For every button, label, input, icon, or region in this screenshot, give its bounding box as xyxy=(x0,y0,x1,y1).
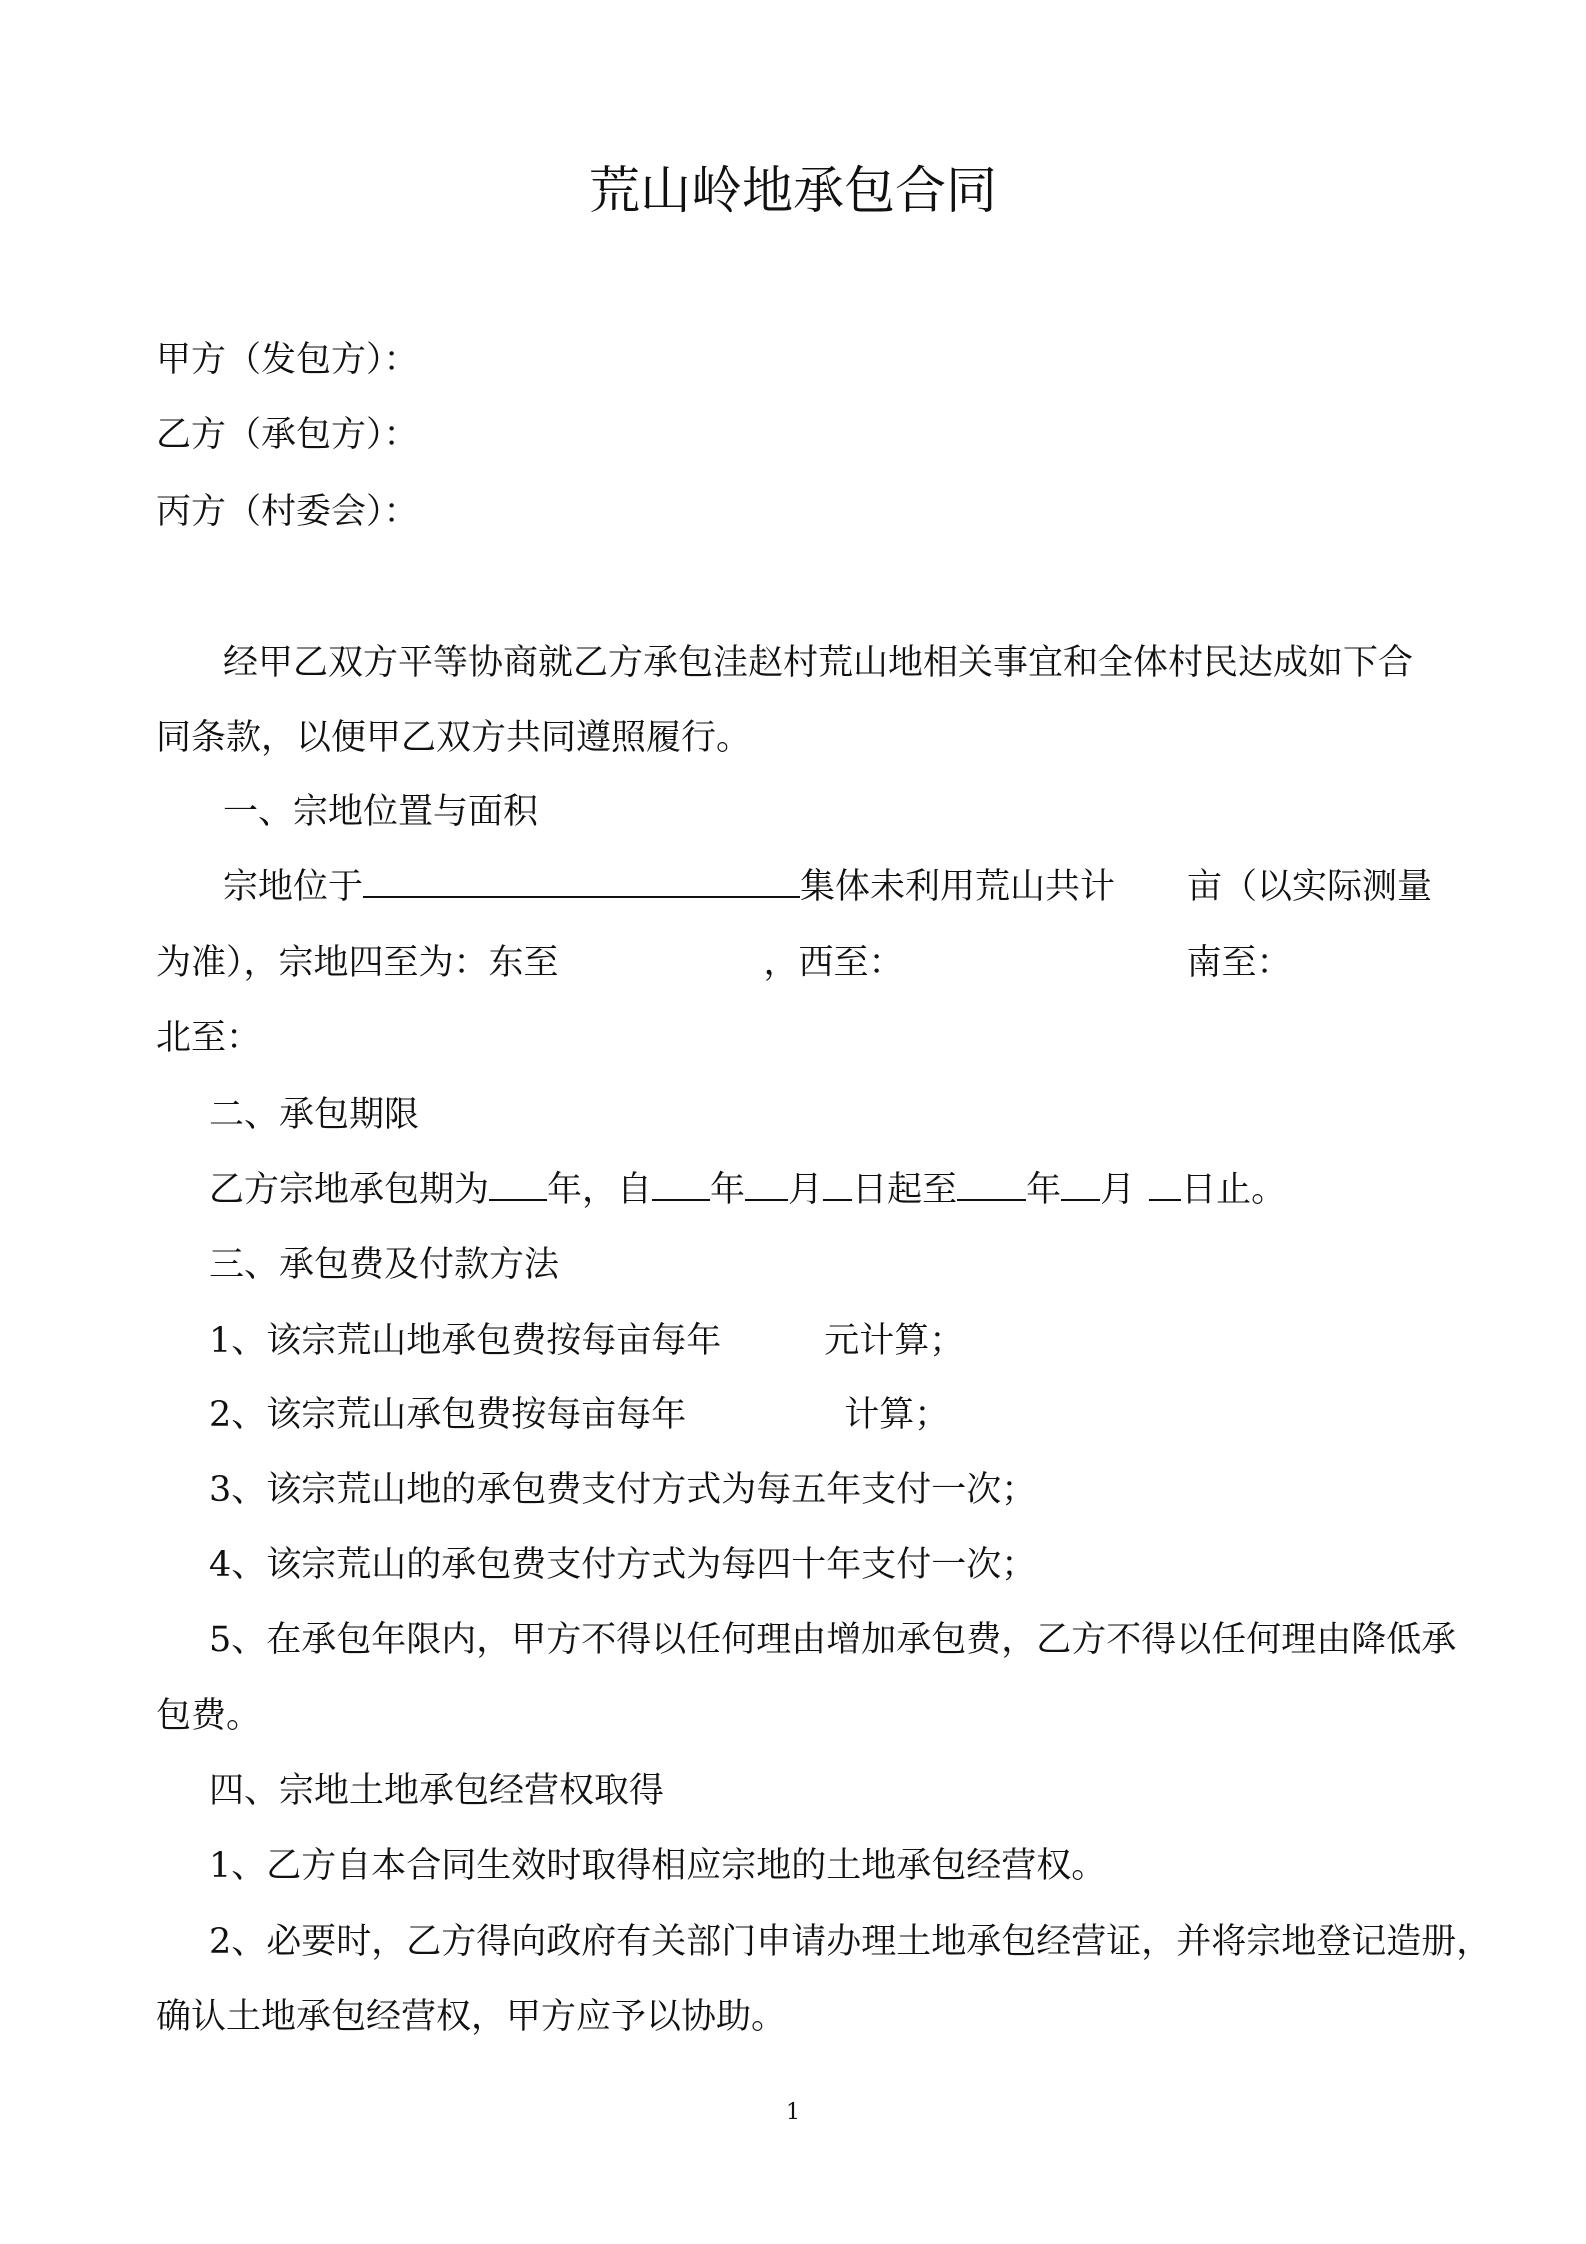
party-a-label: 甲方（发包方）： xyxy=(156,340,419,380)
text: 月 xyxy=(1100,1170,1136,1210)
page-number: 1 xyxy=(786,2100,800,2125)
text: 南至： xyxy=(1186,943,1292,983)
section-1-heading: 一、宗地位置与面积 xyxy=(223,792,539,832)
section-3-item-3: 3、该宗荒山地的承包费支付方式为每五年支付一次； xyxy=(209,1470,1037,1510)
section-3-item-2 xyxy=(209,1393,949,1437)
preamble-line-2: 同条款，以便甲乙双方共同遵照履行。 xyxy=(156,718,752,758)
text: ，西至： xyxy=(763,943,904,983)
text: 年 xyxy=(1026,1170,1062,1210)
start-day-blank[interactable] xyxy=(823,1169,852,1201)
section-1-north-line: 北至： xyxy=(156,1018,262,1058)
section-4-heading: 四、宗地土地承包经营权取得 xyxy=(209,1771,665,1811)
end-month-blank[interactable] xyxy=(1061,1169,1100,1201)
section-2-term-line xyxy=(209,1168,1286,1212)
text: 亩（以实际测量 xyxy=(1187,867,1433,907)
text: 月 xyxy=(788,1170,824,1210)
start-year-blank[interactable] xyxy=(652,1169,710,1201)
text: 集体未利用荒山共计 xyxy=(800,867,1116,907)
text: 元计算； xyxy=(824,1321,965,1361)
section-4-item-2-line-2: 确认土地承包经营权，甲方应予以协助。 xyxy=(156,1997,787,2037)
section-2-heading: 二、承包期限 xyxy=(209,1095,420,1135)
end-day-blank[interactable] xyxy=(1149,1169,1181,1201)
party-b-label: 乙方（承包方）： xyxy=(156,415,419,455)
start-month-blank[interactable] xyxy=(745,1169,788,1201)
text: 1、该宗荒山地承包费按每亩每年 xyxy=(209,1321,722,1361)
document-title: 荒山岭地承包合同 xyxy=(588,162,997,221)
party-c-label: 丙方（村委会）： xyxy=(156,492,419,532)
end-year-blank[interactable] xyxy=(957,1169,1026,1201)
text: 2、该宗荒山承包费按每亩每年 xyxy=(209,1395,687,1435)
text: 为准），宗地四至为：东至 xyxy=(156,943,559,983)
location-blank[interactable] xyxy=(363,866,800,898)
section-1-boundary-line xyxy=(156,941,1292,985)
text: 乙方宗地承包期为 xyxy=(209,1170,490,1210)
section-4-item-2-line-1: 2、必要时，乙方得向政府有关部门申请办理土地承包经营证，并将宗地登记造册， xyxy=(209,1922,1492,1962)
text: 年 xyxy=(710,1170,746,1210)
section-3-item-5-line-2: 包费。 xyxy=(156,1696,262,1736)
preamble-line-1: 经甲乙双方平等协商就乙方承包洼赵村荒山地相关事宜和全体村民达成如下合 xyxy=(223,643,1414,683)
section-1-location-line xyxy=(223,865,1432,909)
section-3-item-1 xyxy=(209,1319,964,1363)
text: 日起至 xyxy=(852,1170,958,1210)
term-years-blank[interactable] xyxy=(489,1169,547,1201)
section-3-item-4: 4、该宗荒山的承包费支付方式为每四十年支付一次； xyxy=(209,1545,1037,1585)
text: 宗地位于 xyxy=(223,867,364,907)
text: 计算； xyxy=(844,1395,950,1435)
section-4-item-1: 1、乙方自本合同生效时取得相应宗地的土地承包经营权。 xyxy=(209,1846,1107,1886)
text: 日止。 xyxy=(1181,1170,1287,1210)
text: 年，自 xyxy=(547,1170,653,1210)
section-3-item-5-line-1: 5、在承包年限内，甲方不得以任何理由增加承包费，乙方不得以任何理由降低承 xyxy=(209,1620,1457,1660)
section-3-heading: 三、承包费及付款方法 xyxy=(209,1245,560,1285)
